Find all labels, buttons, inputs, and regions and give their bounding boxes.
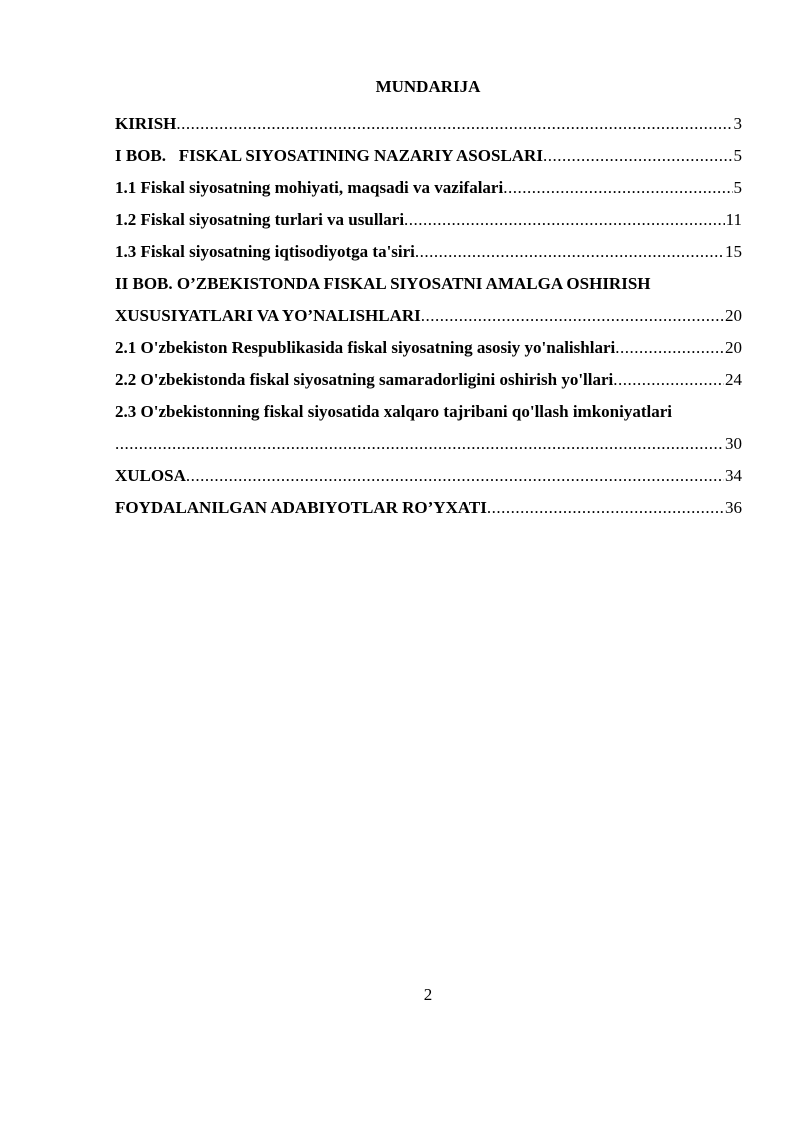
dot-leader [613, 364, 724, 396]
table-of-contents [115, 108, 742, 524]
toc-entry-page: 20 [725, 338, 742, 357]
toc-entry-title: 1.3 Fiskal siyosatning iqtisodiyotga ta'siri [115, 242, 415, 261]
dot-leader [404, 204, 725, 236]
toc-entry-title: FOYDALANILGAN ADABIYOTLAR RO’YXATI [115, 498, 487, 517]
toc-entry-page: 3 [733, 114, 742, 133]
dot-leader [186, 460, 724, 492]
dot-leader [543, 140, 733, 172]
dot-leader [176, 108, 732, 140]
page-number: 2 [423, 985, 433, 1004]
toc-entry-title: 2.1 O'zbekiston Respublikasida fiskal siyosatning asosiy yo'nalishlari [115, 338, 616, 357]
dot-leader [503, 172, 732, 204]
toc-entry-title-line-1: II BOB. O’ZBEKISTONDA FISKAL SIYOSATNI AMALGA OSHIRISH [115, 274, 651, 293]
toc-entry-section-2-3[interactable] [115, 396, 742, 460]
toc-entry-section-2-2[interactable] [115, 364, 742, 396]
toc-entry-kirish[interactable] [115, 108, 742, 140]
toc-entry-xulosa[interactable] [115, 460, 742, 492]
toc-entry-section-2-1[interactable] [115, 332, 742, 364]
toc-entry-title: KIRISH [115, 114, 177, 133]
toc-entry-title: XULOSA [115, 466, 186, 485]
toc-entry-page: 5 [733, 178, 742, 197]
toc-entry-page: 30 [725, 434, 742, 453]
toc-entry-chapter-2[interactable] [115, 268, 742, 332]
toc-entry-page: 11 [725, 210, 742, 229]
toc-entry-title: I BOB. FISKAL SIYOSATINING NAZARIY ASOSLARI [115, 146, 543, 165]
toc-entry-chapter-1[interactable] [115, 140, 742, 172]
toc-entry-page: 34 [725, 466, 742, 485]
toc-title: MUNDARIJA [375, 77, 481, 96]
toc-entry-title-line-2: XUSUSIYATLARI VA YO’NALISHLARI [115, 306, 421, 325]
dot-leader [487, 492, 724, 524]
toc-entry-page: 24 [725, 370, 742, 389]
toc-entry-section-1-3[interactable] [115, 236, 742, 268]
toc-entry-page: 15 [725, 242, 742, 261]
dot-leader [415, 236, 724, 268]
toc-entry-title: 2.2 O'zbekistonda fiskal siyosatning samaradorligini oshirish yo'llari [115, 370, 614, 389]
toc-entry-section-1-2[interactable] [115, 204, 742, 236]
dot-leader [615, 332, 724, 364]
dot-leader [115, 428, 724, 460]
toc-entry-page: 5 [733, 146, 742, 165]
toc-entry-page: 20 [725, 306, 742, 325]
toc-entry-page: 36 [725, 498, 742, 517]
toc-entry-title: 1.2 Fiskal siyosatning turlari va usullari [115, 210, 405, 229]
dot-leader [421, 300, 724, 332]
toc-entry-section-1-1[interactable] [115, 172, 742, 204]
toc-entry-title-line-1: 2.3 O'zbekistonning fiskal siyosatida xalqaro tajribani qo'llash imkoniyatlari [115, 402, 673, 421]
toc-entry-bibliography[interactable] [115, 492, 742, 524]
toc-entry-title: 1.1 Fiskal siyosatning mohiyati, maqsadi va vazifalari [115, 178, 504, 197]
